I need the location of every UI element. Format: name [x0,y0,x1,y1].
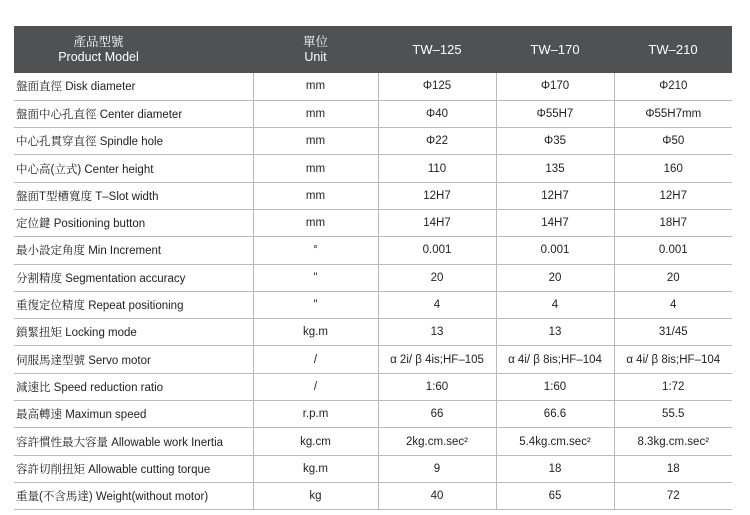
spec-name-zh: 伺服馬達型號 [16,354,85,367]
spec-name-cell [14,482,253,509]
spec-name-cell [14,428,253,455]
spec-unit-cell: ° [253,237,378,264]
table-row [14,482,732,509]
spec-value-cell-model-3: α 4i/ β 8is;HF–104 [614,346,732,373]
spec-value-cell-model-1: 20 [378,264,496,291]
header-product-model [14,26,253,73]
spec-name-en: Allowable cutting torque [88,463,211,476]
spec-name-en: Speed reduction ratio [53,381,164,394]
spec-name-en: Segmentation accuracy [65,272,186,285]
spec-value-cell-model-3: Φ50 [614,128,732,155]
spec-value-cell-model-1: 14H7 [378,209,496,236]
spec-unit-cell: kg.m [253,319,378,346]
spec-name-en: Positioning button [53,218,146,231]
table-row [14,401,732,428]
spec-name-zh: 中心高(立式) [16,163,82,176]
spec-table-container [14,26,732,510]
spec-value-cell-model-3: 160 [614,155,732,182]
spec-name-zh: 盤面直徑 [16,81,62,94]
table-row [14,428,732,455]
spec-unit-cell: kg.cm [253,428,378,455]
spec-table-body [14,73,732,510]
spec-value-cell-model-2: Φ170 [496,73,614,100]
spec-name-en: Spindle hole [99,136,164,149]
spec-name-zh: 減速比 [16,381,51,394]
spec-value-cell-model-1: 9 [378,455,496,482]
spec-name-zh: 定位鍵 [16,218,51,231]
spec-name-zh: 容許慣性最大容量 [16,436,108,449]
spec-value-cell-model-3: Φ210 [614,73,732,100]
table-row [14,128,732,155]
table-row [14,155,732,182]
table-row [14,319,732,346]
spec-name-en: Repeat positioning [88,300,184,313]
spec-unit-cell: kg [253,482,378,509]
spec-value-cell-model-3: 31/45 [614,319,732,346]
table-row [14,73,732,100]
spec-name-cell [14,209,253,236]
spec-value-cell-model-1: 12H7 [378,182,496,209]
spec-value-cell-model-3: 18H7 [614,209,732,236]
header-row [14,26,732,73]
spec-unit-cell: mm [253,128,378,155]
spec-value-cell-model-1: α 2i/ β 4is;HF–105 [378,346,496,373]
spec-value-cell-model-1: 13 [378,319,496,346]
table-row [14,291,732,318]
spec-value-cell-model-3: 72 [614,482,732,509]
spec-name-cell [14,373,253,400]
spec-value-cell-model-2: 4 [496,291,614,318]
spec-value-cell-model-2: 66.6 [496,401,614,428]
spec-table [14,26,732,510]
spec-name-cell [14,237,253,264]
header-model-1: TW–125 [378,26,496,73]
table-row [14,346,732,373]
spec-name-en: Weight(without motor) [95,491,209,504]
spec-name-cell [14,100,253,127]
spec-name-zh: 最小設定角度 [16,245,85,258]
spec-unit-cell: / [253,346,378,373]
spec-name-zh: 鎖緊扭矩 [16,327,62,340]
spec-value-cell-model-2: α 4i/ β 8is;HF–104 [496,346,614,373]
spec-value-cell-model-2: 1:60 [496,373,614,400]
header-model-3: TW–210 [614,26,732,73]
header-unit [253,26,378,73]
spec-name-zh: 最高轉速 [16,409,62,422]
spec-name-en: Allowable work Inertia [111,436,224,449]
spec-unit-cell: mm [253,73,378,100]
table-row [14,209,732,236]
header-unit-en: Unit [304,49,327,64]
spec-value-cell-model-1: 40 [378,482,496,509]
spec-value-cell-model-1: 2kg.cm.sec² [378,428,496,455]
spec-value-cell-model-3: 55.5 [614,401,732,428]
spec-name-en: Min Increment [88,245,162,258]
spec-name-cell [14,155,253,182]
spec-unit-cell: mm [253,182,378,209]
spec-unit-cell: mm [253,155,378,182]
spec-value-cell-model-1: 66 [378,401,496,428]
spec-unit-cell: mm [253,100,378,127]
spec-name-zh: 中心孔貫穿直徑 [16,136,97,149]
spec-value-cell-model-2: 18 [496,455,614,482]
header-model-2: TW–170 [496,26,614,73]
spec-unit-cell: " [253,264,378,291]
spec-name-zh: 分割精度 [16,272,62,285]
spec-value-cell-model-2: 5.4kg.cm.sec² [496,428,614,455]
header-unit-zh: 單位 [302,34,328,49]
spec-value-cell-model-1: 4 [378,291,496,318]
spec-name-en: Disk diameter [65,81,136,94]
spec-value-cell-model-2: 65 [496,482,614,509]
table-row [14,182,732,209]
spec-unit-cell: mm [253,209,378,236]
spec-name-zh: 容許切削扭矩 [16,463,85,476]
spec-value-cell-model-1: Φ40 [378,100,496,127]
spec-value-cell-model-2: Φ35 [496,128,614,155]
spec-value-cell-model-1: 0.001 [378,237,496,264]
spec-value-cell-model-2: 135 [496,155,614,182]
spec-name-cell [14,291,253,318]
spec-name-en: Servo motor [88,354,151,367]
table-row [14,373,732,400]
spec-value-cell-model-1: Φ22 [378,128,496,155]
spec-value-cell-model-2: 0.001 [496,237,614,264]
spec-name-cell [14,264,253,291]
spec-value-cell-model-3: 1:72 [614,373,732,400]
spec-value-cell-model-3: Φ55H7mm [614,100,732,127]
spec-value-cell-model-3: 20 [614,264,732,291]
table-row [14,100,732,127]
header-name-zh: 產品型號 [73,34,124,49]
spec-name-cell [14,73,253,100]
spec-name-cell [14,128,253,155]
spec-value-cell-model-2: 12H7 [496,182,614,209]
spec-value-cell-model-2: 13 [496,319,614,346]
spec-unit-cell: " [253,291,378,318]
spec-value-cell-model-3: 8.3kg.cm.sec² [614,428,732,455]
spec-name-zh: 重復定位精度 [16,300,85,313]
spec-value-cell-model-1: 1:60 [378,373,496,400]
spec-name-en: Center height [84,163,154,176]
spec-name-cell [14,455,253,482]
spec-value-cell-model-2: 20 [496,264,614,291]
spec-value-cell-model-1: Φ125 [378,73,496,100]
spec-name-cell [14,182,253,209]
spec-unit-cell: r.p.m [253,401,378,428]
table-row [14,237,732,264]
spec-name-cell [14,401,253,428]
spec-value-cell-model-2: 14H7 [496,209,614,236]
spec-name-en: T–Slot width [95,190,159,203]
spec-name-zh: 盤面中心孔直徑 [16,108,97,121]
table-row [14,455,732,482]
spec-name-en: Maximun speed [65,409,147,422]
spec-value-cell-model-3: 4 [614,291,732,318]
spec-name-en: Center diameter [99,108,183,121]
spec-name-cell [14,319,253,346]
header-name-en: Product Model [58,49,139,64]
spec-value-cell-model-1: 110 [378,155,496,182]
spec-value-cell-model-3: 18 [614,455,732,482]
table-row [14,264,732,291]
spec-name-cell [14,346,253,373]
spec-name-zh: 盤面T型槽寬度 [16,190,93,203]
spec-value-cell-model-3: 0.001 [614,237,732,264]
spec-value-cell-model-3: 12H7 [614,182,732,209]
spec-unit-cell: kg.m [253,455,378,482]
spec-unit-cell: / [253,373,378,400]
spec-name-zh: 重量(不含馬達) [16,491,93,504]
spec-value-cell-model-2: Φ55H7 [496,100,614,127]
spec-name-en: Locking mode [65,327,137,340]
